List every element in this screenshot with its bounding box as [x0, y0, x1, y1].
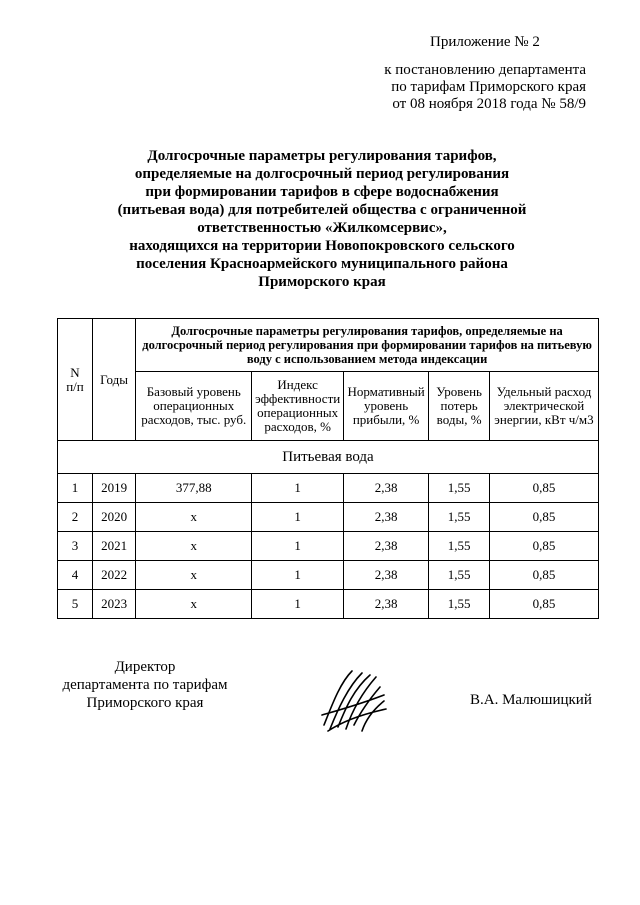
header-year: Годы	[92, 319, 135, 441]
title-line: ответственностью «Жилкомсервис»,	[197, 220, 447, 236]
cell-base: х	[136, 532, 252, 561]
table-row	[58, 503, 599, 532]
signer-title-line: департамента по тарифам	[62, 677, 228, 693]
cell-profit: 2,38	[343, 503, 428, 532]
section-drinking-water: Питьевая вода	[58, 441, 599, 474]
header-base-opex: Базовый уровень операционных расходов, тыс. руб.	[136, 372, 252, 441]
cell-base: х	[136, 590, 252, 619]
annex-ref-line: к постановлению департамента	[384, 62, 586, 78]
cell-energy: 0,85	[489, 474, 598, 503]
cell-index: 1	[252, 532, 344, 561]
signature	[318, 665, 390, 735]
table-row	[58, 532, 599, 561]
cell-loss: 1,55	[429, 503, 490, 532]
cell-index: 1	[252, 503, 344, 532]
cell-index: 1	[252, 474, 344, 503]
cell-loss: 1,55	[429, 532, 490, 561]
header-efficiency-index: Индекс эффективности операционных расходов, %	[252, 372, 344, 441]
cell-energy: 0,85	[489, 561, 598, 590]
document-title	[100, 147, 544, 291]
cell-profit: 2,38	[343, 532, 428, 561]
cell-year: 2022	[92, 561, 135, 590]
title-line: определяемые на долгосрочный период регулирования	[134, 166, 510, 182]
cell-base: х	[136, 503, 252, 532]
cell-base: х	[136, 561, 252, 590]
signer-title-line: Директор	[114, 659, 176, 675]
cell-profit: 2,38	[343, 590, 428, 619]
title-line: при формировании тарифов в сфере водоснабжения	[145, 184, 499, 200]
header-water-loss: Уровень потерь воды, %	[429, 372, 490, 441]
cell-year: 2021	[92, 532, 135, 561]
cell-year: 2023	[92, 590, 135, 619]
title-line: поселения Красноармейского муниципального района	[136, 256, 508, 272]
cell-year: 2020	[92, 503, 135, 532]
table-row	[58, 590, 599, 619]
cell-n: 3	[58, 532, 93, 561]
cell-base: 377,88	[136, 474, 252, 503]
table-row	[58, 561, 599, 590]
cell-energy: 0,85	[489, 503, 598, 532]
cell-loss: 1,55	[429, 474, 490, 503]
header-n: N п/п	[58, 319, 93, 441]
cell-index: 1	[252, 561, 344, 590]
cell-energy: 0,85	[489, 590, 598, 619]
header-profit-level: Нормативный уровень прибыли, %	[343, 372, 428, 441]
signer-title-line: Приморского края	[86, 695, 204, 711]
signer-position	[40, 658, 250, 712]
title-line: (питьевая вода) для потребителей общества с ограниченной	[117, 202, 527, 218]
annex-ref-line: по тарифам Приморского края	[391, 79, 586, 95]
annex-reference	[370, 62, 586, 113]
signer-name: В.А. Малюшицкий	[470, 692, 592, 708]
cell-index: 1	[252, 590, 344, 619]
cell-n: 1	[58, 474, 93, 503]
parameters-table	[57, 318, 599, 619]
annex-title: Приложение № 2	[430, 34, 540, 50]
title-line: Приморского края	[258, 274, 386, 290]
header-energy-consumption: Удельный расход электрической энергии, кВт ч/м3	[489, 372, 598, 441]
cell-year: 2019	[92, 474, 135, 503]
cell-profit: 2,38	[343, 474, 428, 503]
header-group: Долгосрочные параметры регулирования тарифов, определяемые на долгосрочный период регулирования при формировании тарифов на питьевую воду с использованием метода индексации	[136, 319, 599, 372]
title-line: Долгосрочные параметры регулирования тарифов,	[147, 148, 497, 164]
cell-n: 4	[58, 561, 93, 590]
cell-profit: 2,38	[343, 561, 428, 590]
table-row	[58, 474, 599, 503]
cell-loss: 1,55	[429, 590, 490, 619]
title-line: находящихся на территории Новопокровского сельского	[129, 238, 515, 254]
cell-n: 5	[58, 590, 93, 619]
cell-energy: 0,85	[489, 532, 598, 561]
annex-ref-line: от 08 ноября 2018 года № 58/9	[392, 96, 586, 112]
cell-loss: 1,55	[429, 561, 490, 590]
cell-n: 2	[58, 503, 93, 532]
